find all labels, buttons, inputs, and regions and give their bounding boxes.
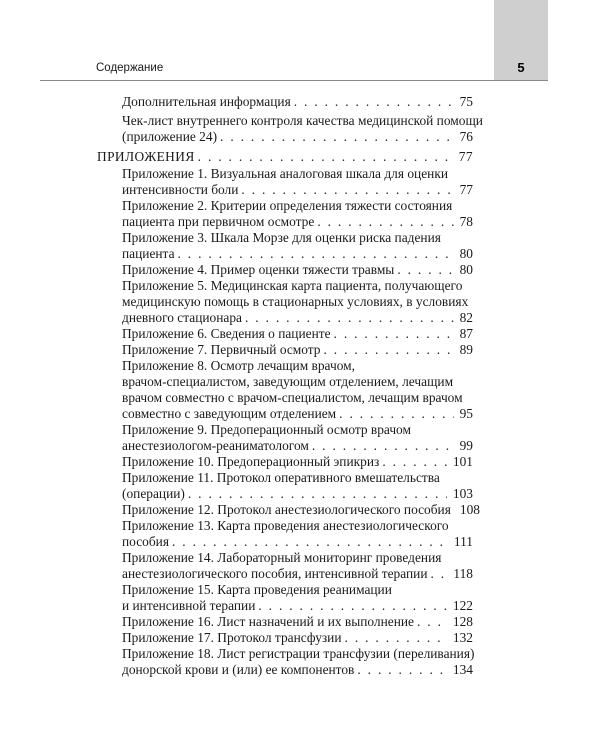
- toc-entry-page: 99: [459, 438, 473, 453]
- toc-entry-title-cont: пациента: [122, 246, 175, 261]
- toc-entry: [122, 534, 473, 550]
- toc-entry: [122, 662, 473, 678]
- toc-entry: [122, 566, 473, 582]
- toc-entry-title-cont: врачом-специалистом, заведующим отделением, лечащим: [122, 374, 454, 389]
- toc-leader-dots: [334, 326, 454, 342]
- toc-entry: [122, 246, 473, 262]
- running-header-title: Содержание: [96, 62, 164, 74]
- toc-leader-dots: [312, 438, 454, 454]
- toc-leader-dots: [258, 598, 447, 614]
- toc-entry-title-cont: врачом совместно с врачом-специалистом, лечащим врачом: [122, 390, 463, 405]
- toc-entry: [122, 182, 473, 198]
- toc-leader-dots: [188, 486, 447, 502]
- toc-entry-page: 101: [452, 454, 473, 469]
- toc-entry-title: Дополнительная информация: [122, 94, 291, 109]
- toc-section-title: ПРИЛОЖЕНИЯ: [97, 149, 195, 164]
- toc-entry-page: 80: [459, 246, 473, 261]
- toc-entry-title-cont: совместно с заведующим отделением: [122, 406, 337, 421]
- toc-section: [97, 149, 473, 165]
- toc-entry: [122, 630, 473, 646]
- toc-entry-page: 78: [459, 214, 473, 229]
- toc-entry: [122, 454, 473, 470]
- toc-entry-title: Приложение 13. Карта проведения анестезиологического: [122, 518, 449, 533]
- toc-entry-title: Приложение 16. Лист назначений и их выполнение: [122, 614, 414, 629]
- toc-entry-page: 77: [458, 149, 473, 164]
- toc-entry-title-cont: (приложение 24): [122, 129, 218, 144]
- toc-leader-dots: [431, 566, 448, 582]
- toc-entry: [122, 129, 473, 145]
- toc-entry-title-cont: интенсивности боли: [122, 182, 239, 197]
- toc-entry-page: 111: [453, 534, 473, 549]
- toc-entry: [122, 214, 473, 230]
- toc-entry-title-cont: (операции): [122, 486, 185, 501]
- toc-entry: [122, 598, 473, 614]
- toc-entry-page: 118: [453, 566, 473, 581]
- toc-leader-dots: [220, 129, 454, 145]
- toc-leader-dots: [382, 454, 447, 470]
- toc-leader-dots: [417, 614, 447, 630]
- toc-entry-page: 76: [459, 129, 473, 144]
- toc-entry-page: 87: [459, 326, 473, 341]
- toc-entry: [122, 94, 473, 110]
- toc-leader-dots: [294, 94, 454, 110]
- toc-entry-page: 75: [459, 94, 473, 109]
- toc-entry: [122, 342, 473, 358]
- toc-entry-page: 77: [459, 182, 473, 197]
- toc-leader-dots: [317, 214, 453, 230]
- toc-entry: [122, 438, 473, 454]
- toc-entry-page: 132: [452, 630, 473, 645]
- toc-entry-title: Приложение 4. Пример оценки тяжести травмы: [122, 262, 395, 277]
- toc-entry-title: Приложение 12. Протокол анестезиологического пособия: [122, 502, 451, 517]
- page-number: 5: [517, 60, 525, 75]
- toc-entry-title: Приложение 7. Первичный осмотр: [122, 342, 321, 357]
- toc-leader-dots: [245, 310, 454, 326]
- toc-leader-dots: [339, 406, 453, 422]
- toc-entry-title: Приложение 14. Лабораторный мониторинг проведения: [122, 550, 442, 565]
- toc-entry-title: Приложение 18. Лист регистрации трансфузии (переливания): [122, 646, 475, 661]
- toc-entry: [122, 614, 473, 630]
- toc-leader-dots: [178, 246, 454, 262]
- toc-leader-dots: [172, 534, 448, 550]
- toc-entry-page: 103: [452, 486, 473, 501]
- toc-entry: [122, 310, 473, 326]
- toc-entry-title: Приложение 8. Осмотр лечащим врачом,: [122, 358, 355, 373]
- toc-entry-title: Приложение 17. Протокол трансфузии: [122, 630, 342, 645]
- toc-entry-title: Чек-лист внутреннего контроля качества медицинской помощи: [122, 113, 483, 128]
- toc-entry-title-cont: анестезиологического пособия, интенсивной терапии: [122, 566, 428, 581]
- toc-entry-title: Приложение 6. Сведения о пациенте: [122, 326, 331, 341]
- toc-entry-page: 134: [452, 662, 473, 677]
- toc-entry-page: 122: [452, 598, 473, 613]
- toc-entry-page: 82: [459, 310, 473, 325]
- toc-entry-title-cont: и интенсивной терапии: [122, 598, 256, 613]
- toc-entry: [122, 486, 473, 502]
- toc-entry-page: 108: [459, 502, 480, 517]
- toc-entry-page: 95: [459, 406, 473, 421]
- toc-entry-title-cont: анестезиологом-реаниматологом: [122, 438, 309, 453]
- toc-leader-dots: [357, 662, 447, 678]
- toc-entry-title-cont: дневного стационара: [122, 310, 242, 325]
- toc-entry: [122, 406, 473, 422]
- toc-entry-title: Приложение 5. Медицинская карта пациента, получающего: [122, 278, 463, 293]
- toc-entry: [122, 502, 480, 518]
- toc-leader-dots: [324, 342, 454, 358]
- toc-entry-title-cont: пособия: [122, 534, 169, 549]
- toc-entry-title: Приложение 10. Предоперационный эпикриз: [122, 454, 380, 469]
- toc-entry: [122, 326, 473, 342]
- toc-entry-title-cont: пациента при первичном осмотре: [122, 214, 315, 229]
- toc-entry-title-cont: медицинскую помощь в стационарных условиях, в условиях: [122, 294, 469, 309]
- toc-leader-dots: [241, 182, 453, 198]
- toc-entry-title: Приложение 3. Шкала Морзе для оценки риска падения: [122, 230, 441, 245]
- toc-entry-title: Приложение 9. Предоперационный осмотр врачом: [122, 422, 411, 437]
- toc-entry-page: 128: [452, 614, 473, 629]
- toc-entry: [122, 262, 473, 278]
- toc-entry-page: 89: [459, 342, 473, 357]
- toc-entry-title: Приложение 11. Протокол оперативного вмешательства: [122, 470, 440, 485]
- toc-entry-title: Приложение 1. Визуальная аналоговая шкала для оценки: [122, 166, 448, 181]
- toc-leader-dots: [345, 630, 447, 646]
- toc-leader-dots: [198, 149, 453, 165]
- toc-entry-title: Приложение 2. Критерии определения тяжести состояния: [122, 198, 453, 213]
- toc-entry-page: 80: [459, 262, 473, 277]
- toc-entry-title: Приложение 15. Карта проведения реанимации: [122, 582, 392, 597]
- toc-leader-dots: [397, 262, 453, 278]
- toc-entry-title-cont: донорской крови и (или) ее компонентов: [122, 662, 355, 677]
